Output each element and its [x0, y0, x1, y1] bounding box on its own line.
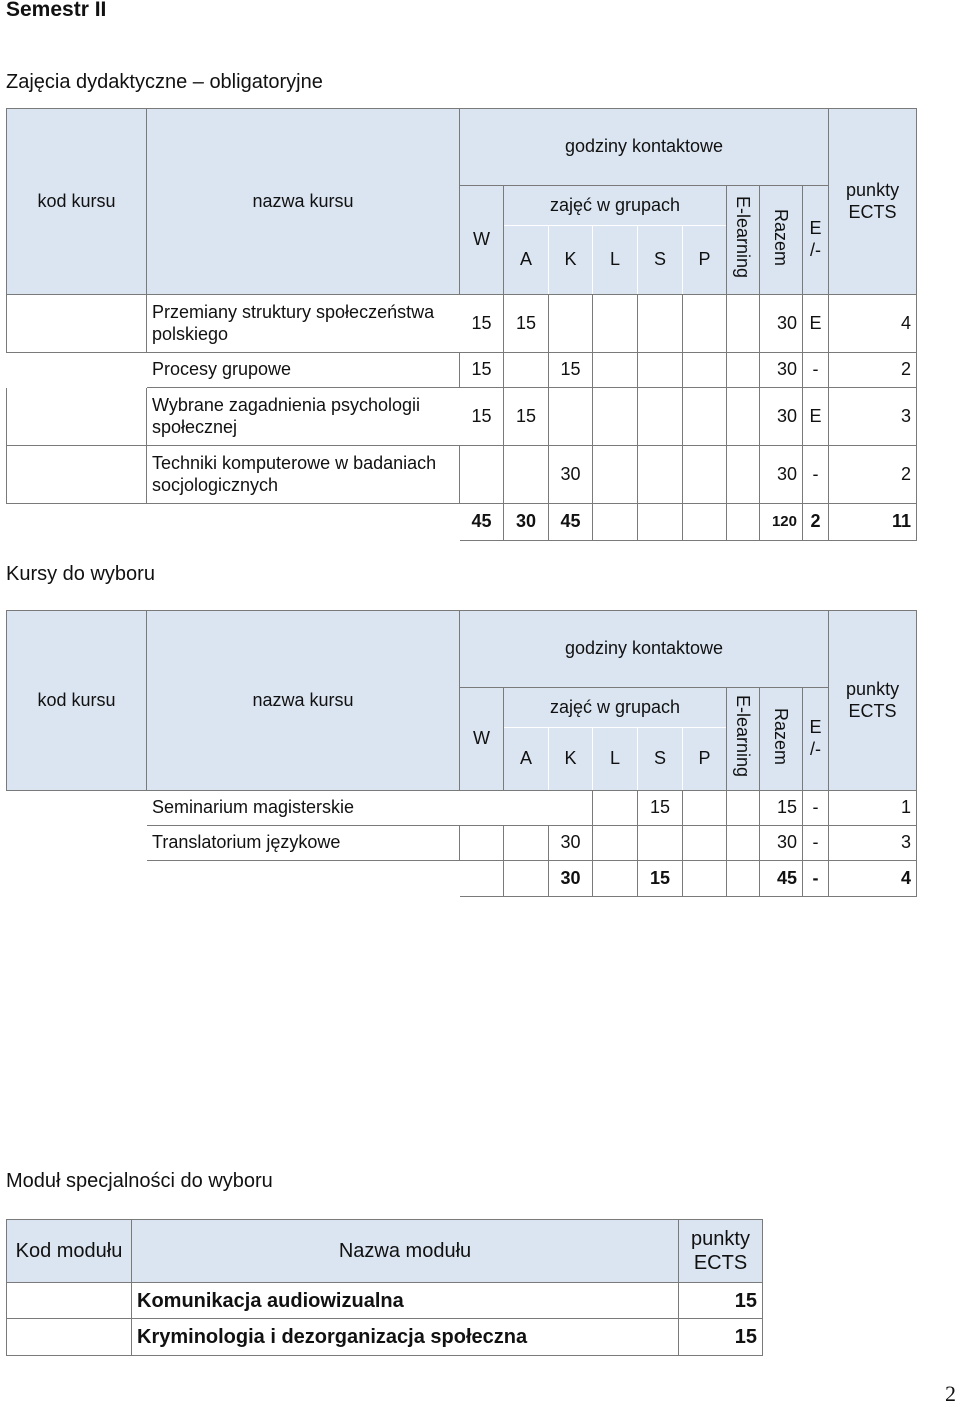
- cell-k: [549, 388, 593, 446]
- cell-s: [638, 446, 683, 504]
- cell-l: [593, 353, 638, 388]
- cell-ects: 3: [829, 388, 917, 446]
- header-punkty-ects: punkty ECTS: [829, 611, 917, 791]
- empty-cell: [147, 861, 460, 897]
- cell-ects: 3: [829, 826, 917, 861]
- header-e-learning: E-learning: [727, 186, 760, 295]
- total-razem: 45: [760, 861, 803, 897]
- header-l: L: [593, 226, 638, 295]
- total-el: [727, 861, 760, 897]
- total-a: [504, 861, 549, 897]
- total-k: 30: [549, 861, 593, 897]
- header-w: W: [460, 688, 504, 791]
- page-number: 2: [945, 1381, 956, 1406]
- cell-e: -: [803, 446, 829, 504]
- header-s: S: [638, 226, 683, 295]
- cell-p: [683, 791, 727, 826]
- cell-kod: [7, 388, 147, 446]
- cell-l: [593, 295, 638, 353]
- cell-l: [593, 388, 638, 446]
- header-razem: Razem: [760, 688, 803, 791]
- cell-kod: [7, 353, 147, 388]
- cell-el: [727, 388, 760, 446]
- header-k: K: [549, 226, 593, 295]
- header-godziny-kontaktowe: godziny kontaktowe: [460, 611, 829, 688]
- cell-razem: 15: [760, 791, 803, 826]
- cell-w: 15: [460, 388, 504, 446]
- cell-k: 15: [549, 353, 593, 388]
- cell-l: [593, 446, 638, 504]
- cell-kod: [7, 1319, 132, 1356]
- header-razem: Razem: [760, 186, 803, 295]
- total-row: [7, 504, 917, 541]
- cell-a: [504, 446, 549, 504]
- cell-l: [593, 826, 638, 861]
- table-row: [7, 295, 917, 353]
- header-s: S: [638, 728, 683, 791]
- cell-el: [727, 446, 760, 504]
- cell-a: [504, 353, 549, 388]
- total-ects: 11: [829, 504, 917, 541]
- cell-kod: [7, 446, 147, 504]
- header-e-slash: E /-: [803, 688, 829, 791]
- cell-e: -: [803, 826, 829, 861]
- total-l: [593, 861, 638, 897]
- cell-el: [727, 826, 760, 861]
- header-zajec-w-grupach: zajęć w grupach: [504, 186, 727, 226]
- cell-w: [460, 446, 504, 504]
- table-row: [7, 1283, 763, 1319]
- cell-w: [460, 826, 504, 861]
- total-s: 15: [638, 861, 683, 897]
- header-p: P: [683, 728, 727, 791]
- empty-cell: [147, 504, 460, 541]
- cell-nazwa: Kryminologia i dezorganizacja społeczna: [132, 1319, 679, 1356]
- cell-s: [638, 826, 683, 861]
- header-a: A: [504, 226, 549, 295]
- cell-k: [549, 295, 593, 353]
- header-p: P: [683, 226, 727, 295]
- cell-p: [683, 446, 727, 504]
- total-w: 45: [460, 504, 504, 541]
- elective-courses-table: [6, 610, 917, 897]
- total-el: [727, 504, 760, 541]
- cell-w: 15: [460, 353, 504, 388]
- page-title: Semestr II: [6, 0, 107, 21]
- table-row: [7, 826, 917, 861]
- cell-kod: [7, 295, 147, 353]
- table-row: [7, 446, 917, 504]
- cell-s: [638, 353, 683, 388]
- total-k: 45: [549, 504, 593, 541]
- cell-nazwa: Wybrane zagadnienia psychologii społecznej: [147, 388, 460, 446]
- total-a: 30: [504, 504, 549, 541]
- header-kod-kursu: kod kursu: [7, 109, 147, 295]
- cell-nazwa: Seminarium magisterskie: [147, 791, 593, 826]
- header-punkty-ects: punkty ECTS: [679, 1220, 763, 1283]
- total-s: [638, 504, 683, 541]
- obligatory-courses-table: [6, 108, 917, 541]
- header-nazwa-modulu: Nazwa modułu: [132, 1220, 679, 1283]
- cell-ects: 15: [679, 1283, 763, 1319]
- total-e: 2: [803, 504, 829, 541]
- cell-el: [727, 295, 760, 353]
- cell-e: E: [803, 388, 829, 446]
- cell-el: [727, 791, 760, 826]
- total-row: [7, 861, 917, 897]
- cell-w: 15: [460, 295, 504, 353]
- header-e-slash: E /-: [803, 186, 829, 295]
- header-l: L: [593, 728, 638, 791]
- cell-a: 15: [504, 295, 549, 353]
- cell-kod: [7, 1283, 132, 1319]
- table-row: [7, 791, 917, 826]
- header-k: K: [549, 728, 593, 791]
- cell-nazwa: Techniki komputerowe w badaniach socjologicznych: [147, 446, 460, 504]
- table-row: [7, 1319, 763, 1356]
- cell-ects: 2: [829, 353, 917, 388]
- header-a: A: [504, 728, 549, 791]
- header-zajec-w-grupach: zajęć w grupach: [504, 688, 727, 728]
- cell-nazwa: Procesy grupowe: [147, 353, 460, 388]
- cell-e: E: [803, 295, 829, 353]
- header-nazwa-kursu: nazwa kursu: [147, 109, 460, 295]
- header-godziny-kontaktowe: godziny kontaktowe: [460, 109, 829, 186]
- cell-el: [727, 353, 760, 388]
- table-row: [7, 388, 917, 446]
- cell-razem: 30: [760, 826, 803, 861]
- cell-e: -: [803, 353, 829, 388]
- cell-k: 30: [549, 826, 593, 861]
- cell-k: 30: [549, 446, 593, 504]
- header-punkty-ects: punkty ECTS: [829, 109, 917, 295]
- cell-razem: 30: [760, 353, 803, 388]
- cell-ects: 4: [829, 295, 917, 353]
- cell-kod: [7, 826, 147, 861]
- cell-nazwa: Przemiany struktury społeczeństwa polskiego: [147, 295, 460, 353]
- total-ects: 4: [829, 861, 917, 897]
- header-nazwa-kursu: nazwa kursu: [147, 611, 460, 791]
- cell-kod: [7, 791, 147, 826]
- total-l: [593, 504, 638, 541]
- section-heading-obligatory: Zajęcia dydaktyczne – obligatoryjne: [6, 71, 323, 93]
- cell-nazwa: Komunikacja audiowizualna: [132, 1283, 679, 1319]
- specialty-module-table: [6, 1219, 763, 1356]
- cell-s: [638, 295, 683, 353]
- cell-ects: 2: [829, 446, 917, 504]
- cell-p: [683, 295, 727, 353]
- cell-ects: 15: [679, 1319, 763, 1356]
- cell-a: 15: [504, 388, 549, 446]
- cell-p: [683, 353, 727, 388]
- cell-ects: 1: [829, 791, 917, 826]
- table-row: [7, 353, 917, 388]
- cell-a: [504, 826, 549, 861]
- total-p: [683, 861, 727, 897]
- header-kod-modulu: Kod modułu: [7, 1220, 132, 1283]
- total-p: [683, 504, 727, 541]
- cell-nazwa: Translatorium językowe: [147, 826, 460, 861]
- total-razem: 120: [760, 504, 803, 541]
- section-heading-module: Moduł specjalności do wyboru: [6, 1170, 273, 1192]
- cell-e: -: [803, 791, 829, 826]
- header-kod-kursu: kod kursu: [7, 611, 147, 791]
- total-e: -: [803, 861, 829, 897]
- cell-l: [593, 791, 638, 826]
- cell-razem: 30: [760, 388, 803, 446]
- empty-cell: [7, 861, 147, 897]
- cell-p: [683, 826, 727, 861]
- header-w: W: [460, 186, 504, 295]
- cell-razem: 30: [760, 446, 803, 504]
- section-heading-elective: Kursy do wyboru: [6, 563, 155, 585]
- cell-p: [683, 388, 727, 446]
- cell-razem: 30: [760, 295, 803, 353]
- cell-s: 15: [638, 791, 683, 826]
- header-e-learning: E-learning: [727, 688, 760, 791]
- cell-s: [638, 388, 683, 446]
- total-w: [460, 861, 504, 897]
- empty-cell: [7, 504, 147, 541]
